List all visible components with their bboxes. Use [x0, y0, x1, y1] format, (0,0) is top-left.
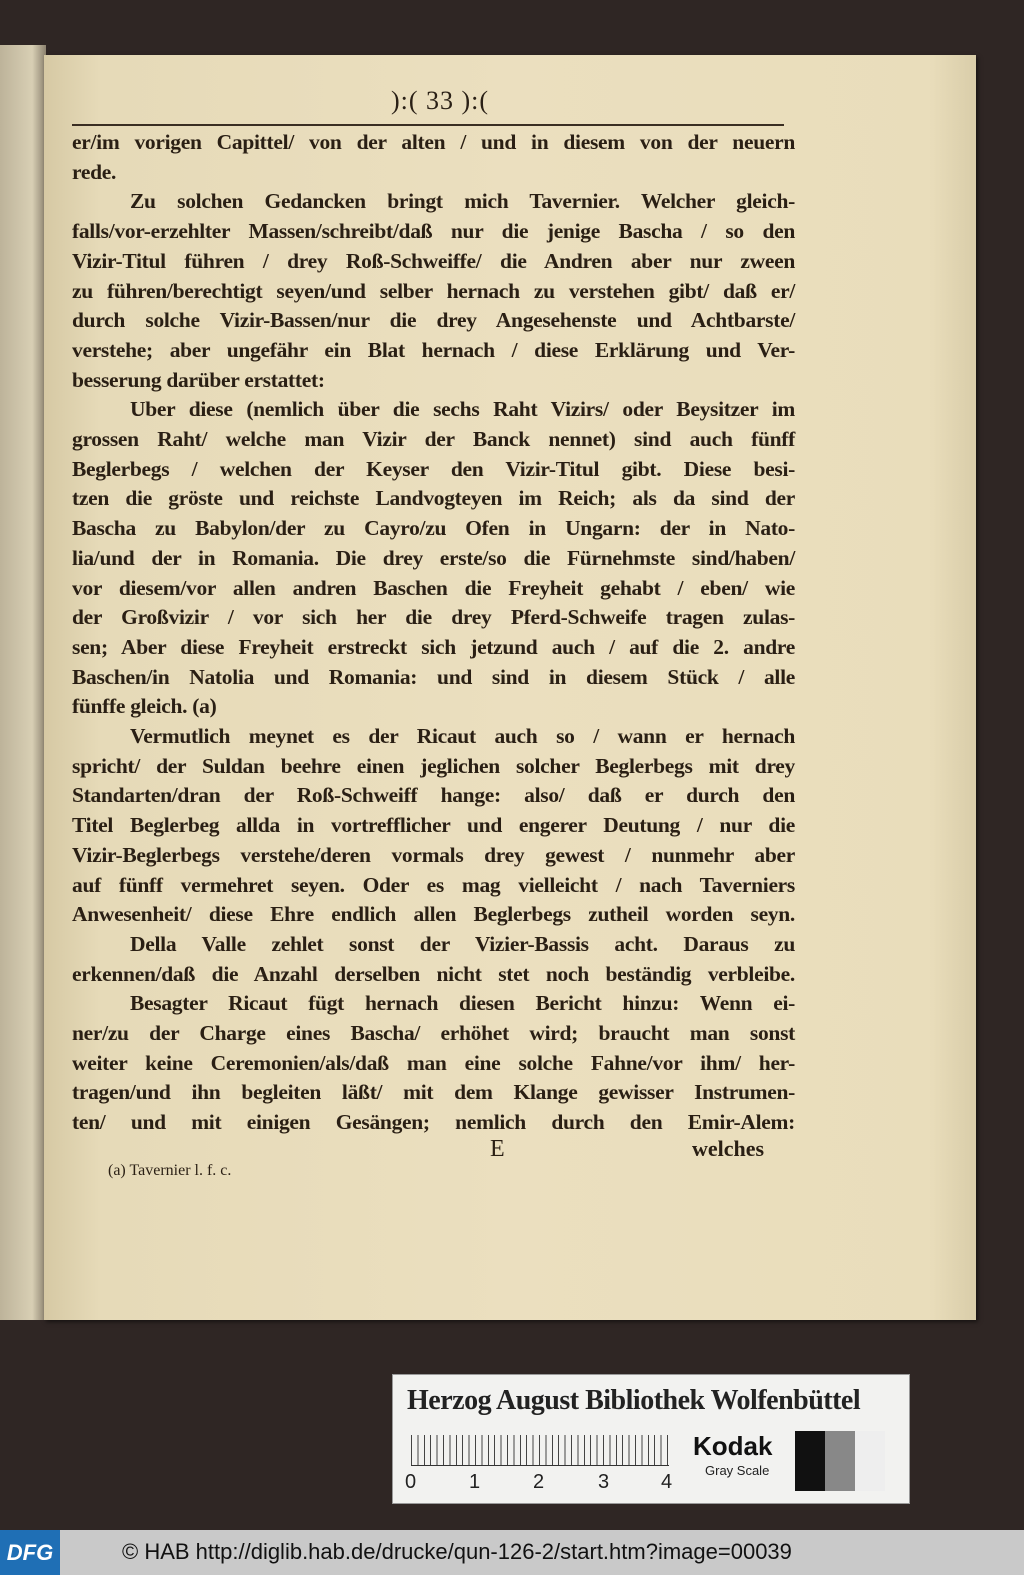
text-line-content: Vizir-Beglerbegs verstehe/deren vormals drey gewest / nunmehr aber [72, 842, 795, 867]
text-line [72, 336, 795, 364]
text-line-content: falls/vor-erzehlter Massen/schreibt/daß nur die jenige Bascha / so den [72, 219, 795, 244]
text-line [72, 574, 795, 602]
text-line-content: zu führen/berechtigt seyen/und selber hernach zu verstehen gibt/ daß er/ [72, 278, 795, 303]
text-line-content: Titel Beglerbeg allda in vortrefflicher und engerer Deutung / nur die [72, 813, 795, 838]
text-line [130, 395, 795, 423]
text-line [72, 603, 795, 631]
black-patch [795, 1431, 825, 1491]
ruler-number: 1 [469, 1471, 481, 1493]
text-line [72, 871, 795, 899]
text-line-content: erkennen/daß die Anzahl derselben nicht stet noch beständig verbleibe. [72, 961, 795, 986]
text-line-content: Vermutlich meynet es der Ricaut auch so / wann er hernach [130, 724, 795, 748]
kodak-logo: Kodak [693, 1431, 773, 1461]
signature-mark: E [490, 1136, 505, 1162]
text-line-content: ten/ und mit einigen Gesängen; nemlich durch den Emir-Alem: [72, 1110, 795, 1135]
text-line-content: durch solche Vizir-Bassen/nur die drey Angesehenste und Achtbarste/ [72, 308, 795, 333]
text-line [72, 1049, 795, 1077]
text-line-content: tragen/und ihn begleiten läßt/ mit dem Klange gewisser Instrumen- [72, 1080, 795, 1105]
text-line [72, 425, 795, 453]
text-line [130, 930, 795, 958]
ruler-scale [411, 1435, 669, 1466]
footer-bar [0, 1530, 1024, 1575]
text-line [72, 158, 795, 186]
text-line-content: Anwesenheit/ diese Ehre endlich allen Beglerbegs zutheil worden seyn. [72, 902, 795, 927]
text-line [72, 841, 795, 869]
running-head-page-number: ):( 33 ):( [390, 86, 490, 115]
text-line-content: Bascha zu Babylon/der zu Cayro/zu Ofen in Ungarn: der in Nato- [72, 516, 795, 541]
text-line-content: Besagter Ricaut fügt hernach diesen Bericht hinzu: Wenn ei- [130, 991, 795, 1016]
text-line [72, 484, 795, 512]
text-line [130, 989, 795, 1017]
text-line-content: besserung darüber erstattet: [72, 367, 325, 392]
text-line-content: rede. [72, 159, 117, 184]
catchword: welches [692, 1136, 765, 1161]
text-line-content: lia/und der in Romania. Die drey erste/so die Fürnehmste sind/haben/ [72, 545, 795, 570]
text-line-content: Zu solchen Gedancken bringt mich Tavernier. Welcher gleich- [130, 189, 795, 214]
gray-scale-caption: Gray Scale [705, 1463, 770, 1478]
text-line [72, 247, 795, 275]
text-line [72, 1019, 795, 1047]
library-color-scale-label [392, 1374, 910, 1504]
text-line [72, 900, 795, 928]
text-line [72, 752, 795, 780]
text-line-content: sen; Aber diese Freyheit erstreckt sich jetzund auch / auf die 2. andre [72, 634, 795, 659]
dfg-logo[interactable]: DFG [0, 1530, 60, 1575]
text-line-content: auf fünff vermehret seyen. Oder es mag vielleicht / nach Taverniers [72, 872, 795, 897]
text-line [72, 960, 795, 988]
ruler-number: 2 [533, 1471, 545, 1493]
text-line [72, 455, 795, 483]
text-line-content: grossen Raht/ welche man Vizir der Banck nennet) sind auch fünff [72, 427, 795, 451]
white-patch [855, 1431, 885, 1491]
text-line [72, 366, 795, 394]
text-line-content: ner/zu der Charge eines Bascha/ erhöhet wird; braucht man sonst [72, 1021, 795, 1045]
text-line-content: vor diesem/vor allen andren Baschen die Freyheit gehabt / eben/ wie [72, 575, 795, 600]
ruler-number: 0 [405, 1471, 417, 1493]
text-line-content: fünffe gleich. (a) [72, 694, 217, 719]
gray-patch [825, 1431, 855, 1491]
text-line-content: Beglerbegs / welchen der Keyser den Vizir-Titul gibt. Diese besi- [72, 456, 795, 481]
text-line-content: Vizir-Titul führen / drey Roß-Schweiffe/ die Andren aber nur zween [72, 248, 795, 273]
text-line-content: Della Valle zehlet sonst der Vizier-Bassis acht. Daraus zu [130, 931, 795, 956]
text-line [72, 514, 795, 542]
library-name: Herzog August Bibliothek Wolfenbüttel [407, 1385, 861, 1416]
text-line-content: tzen die gröste und reichste Landvogteyen im Reich; als da sind der [72, 486, 795, 511]
text-line [130, 187, 795, 215]
footnote: (a) Tavernier l. f. c. [108, 1162, 232, 1179]
text-line [72, 128, 795, 156]
text-line [72, 811, 795, 839]
text-line [72, 692, 795, 720]
text-line [72, 1108, 795, 1136]
text-line [72, 277, 795, 305]
text-line-content: Baschen/in Natolia und Romania: und sind in diesem Stück / alle [72, 664, 795, 689]
text-line-content: Uber diese (nemlich über die sechs Raht Vizirs/ oder Beysitzer im [130, 397, 795, 422]
text-line [130, 722, 795, 750]
text-line-content: der Großvizir / vor sich her die drey Pferd-Schweife tragen zulas- [72, 605, 795, 630]
text-line-content: verstehe; aber ungefähr ein Blat hernach / diese Erklärung und Ver- [72, 337, 795, 362]
text-line [72, 217, 795, 245]
text-line [72, 633, 795, 661]
copyright-url[interactable]: © HAB http://diglib.hab.de/drucke/qun-126-2/start.htm?image=00039 [122, 1539, 792, 1564]
text-line [72, 663, 795, 691]
text-line [72, 306, 795, 334]
text-line [72, 1078, 795, 1106]
text-line-content: spricht/ der Suldan beehre einen jeglichen solcher Beglerbegs mit drey [72, 753, 795, 778]
text-line-content: er/im vorigen Capittel/ von der alten / und in diesem von der neuern [72, 130, 795, 154]
text-line [72, 544, 795, 572]
header-rule [72, 124, 784, 126]
ruler-number: 4 [661, 1471, 673, 1493]
text-line-content: Standarten/dran der Roß-Schweiff hange: also/ daß er durch den [72, 783, 795, 808]
text-line-content: weiter keine Ceremonien/als/daß man eine solche Fahne/vor ihm/ her- [72, 1050, 795, 1075]
text-line [72, 781, 795, 809]
previous-page-edge [0, 45, 46, 1320]
ruler-number: 3 [598, 1471, 610, 1493]
